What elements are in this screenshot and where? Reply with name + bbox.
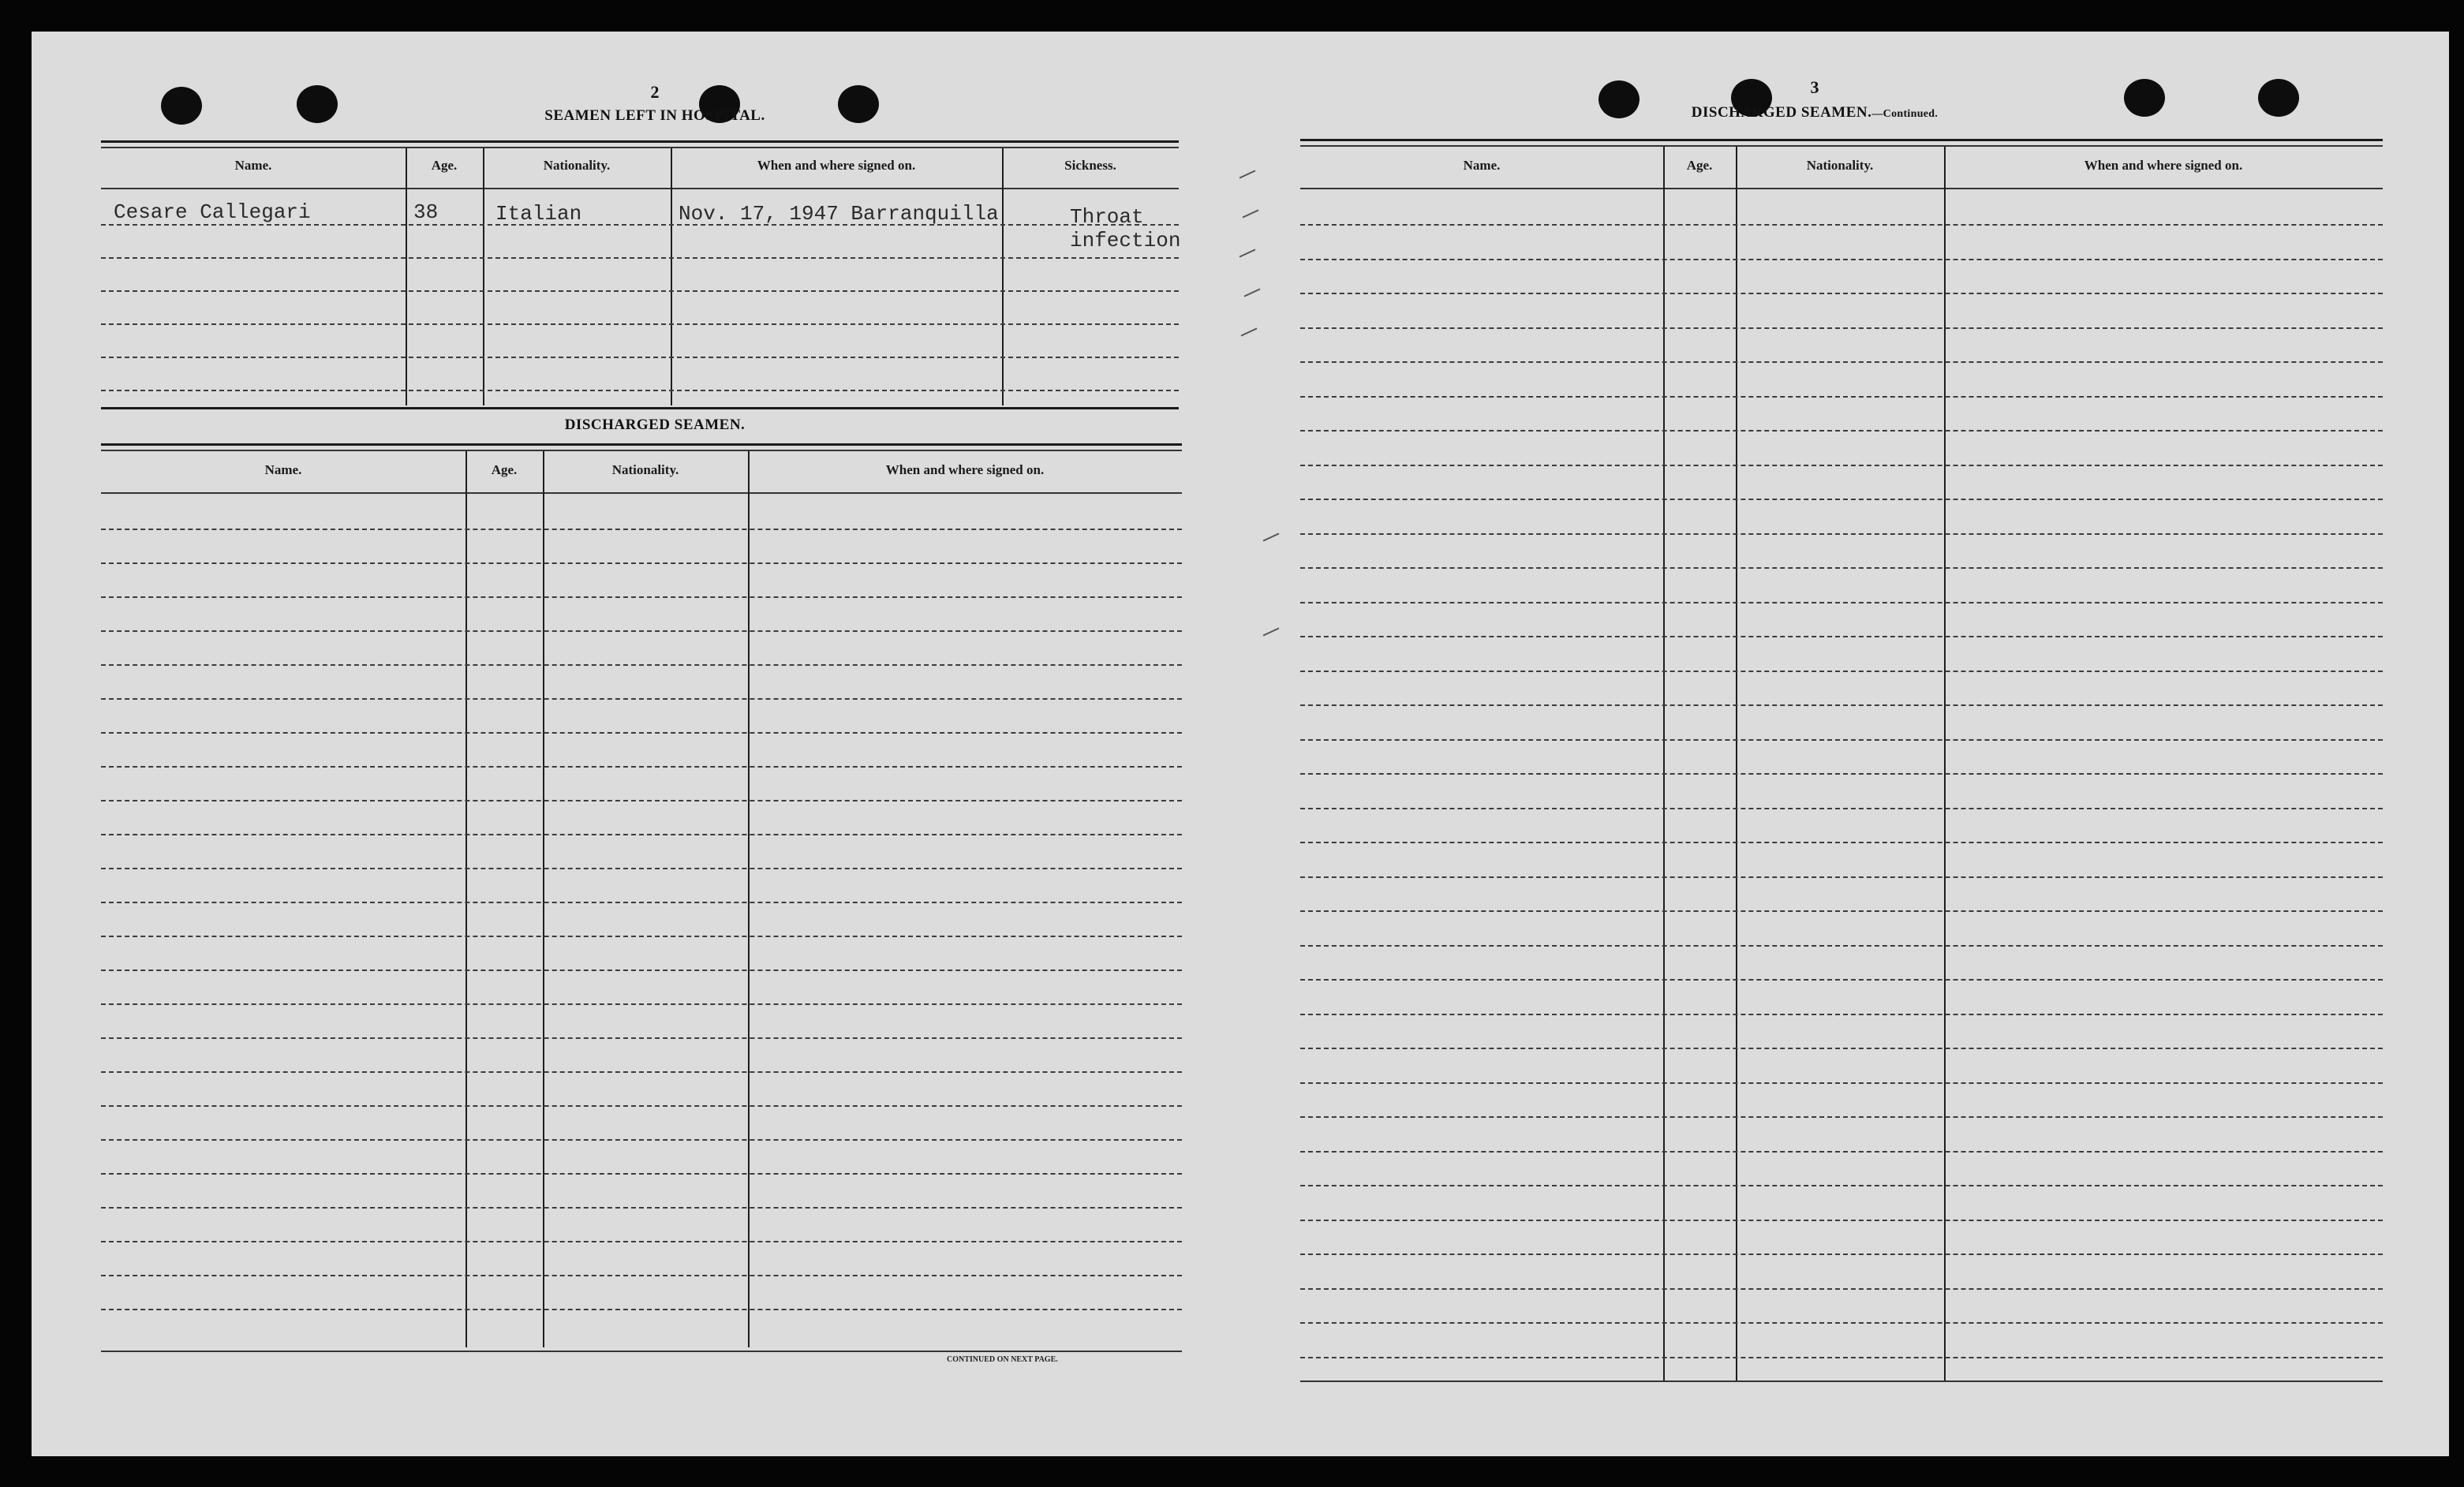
binding-mark (1263, 532, 1280, 541)
binding-mark (1244, 288, 1261, 297)
ruled-line (1300, 1357, 2383, 1358)
ruled-line (1300, 293, 2383, 294)
ruled-line (101, 1207, 1182, 1209)
ruled-line (1300, 224, 2383, 226)
ruled-line (1300, 636, 2383, 637)
discharged-continued-suffix: —Continued. (1871, 108, 1939, 120)
discharged-continued-title (1617, 104, 2012, 121)
scanned-document (32, 32, 2449, 1456)
ruled-line (1300, 1220, 2383, 1221)
discharged-continued-main: DISCHARGED SEAMEN. (1691, 104, 1872, 121)
ruled-line (1300, 876, 2383, 878)
col-signed-on: When and where signed on. (885, 462, 1045, 477)
ruled-line (101, 596, 1182, 598)
page-number-right: 3 (1810, 77, 1819, 97)
ruled-line (1300, 842, 2383, 843)
binding-mark (1239, 170, 1256, 178)
binding-mark (1241, 327, 1258, 336)
ruled-line (1300, 396, 2383, 398)
ruled-line (1300, 465, 2383, 466)
ruled-line (1300, 979, 2383, 981)
seaman-sickness: infection (1070, 229, 1181, 252)
ruled-line (1300, 739, 2383, 741)
binding-mark (1263, 627, 1280, 636)
ruled-line (101, 1071, 1182, 1073)
col-age: Age. (1686, 158, 1713, 173)
ruled-line (101, 698, 1182, 700)
seaman-nationality: Italian (495, 202, 582, 226)
ruled-line (1300, 259, 2383, 260)
ruled-line (1300, 704, 2383, 706)
ruled-line (1300, 533, 2383, 535)
ruled-line (1300, 1185, 2383, 1186)
col-sickness: Sickness. (1064, 158, 1116, 173)
ruled-line (101, 529, 1182, 530)
hospital-table (101, 140, 1179, 440)
col-nationality: Nationality. (1806, 158, 1874, 173)
col-age: Age. (431, 158, 458, 173)
punch-hole (161, 87, 202, 125)
page-number-left: 2 (650, 82, 660, 102)
ruled-line (101, 1241, 1182, 1242)
ruled-line (1300, 499, 2383, 500)
ruled-line (101, 664, 1182, 666)
ruled-line (101, 1037, 1182, 1039)
discharged-section-title: DISCHARGED SEAMEN. (564, 417, 746, 433)
ruled-line (101, 834, 1182, 835)
seaman-sickness: Throat (1070, 205, 1144, 229)
ruled-line (101, 1105, 1182, 1107)
ruled-line (1300, 567, 2383, 569)
col-signed-on: When and where signed on. (757, 158, 916, 173)
seaman-signed-on: Nov. 17, 1947 Barranquilla (679, 202, 999, 226)
seaman-age: 38 (413, 200, 439, 224)
ruled-line (101, 1173, 1182, 1175)
ruled-line (1300, 773, 2383, 775)
ruled-line (1300, 910, 2383, 912)
punch-hole (297, 85, 338, 123)
hospital-section-title: SEAMEN LEFT IN HOSPITAL. (544, 107, 765, 124)
binding-mark (1243, 209, 1259, 218)
ruled-line (101, 1309, 1182, 1310)
col-name: Name. (264, 462, 302, 477)
continued-footer: CONTINUED ON NEXT PAGE. (947, 1355, 1058, 1364)
ruled-line (101, 1139, 1182, 1141)
col-signed-on: When and where signed on. (2084, 158, 2243, 173)
ruled-line (101, 766, 1182, 768)
ruled-line (101, 868, 1182, 869)
ruled-line (101, 1275, 1182, 1276)
punch-hole (2124, 79, 2165, 117)
ruled-line (1300, 945, 2383, 947)
ruled-line (1300, 1082, 2383, 1084)
ruled-line (1300, 1116, 2383, 1118)
ruled-line (1300, 1322, 2383, 1324)
col-nationality: Nationality. (543, 158, 611, 173)
ruled-line (1300, 361, 2383, 363)
col-name: Name. (1463, 158, 1501, 173)
punch-hole (2258, 79, 2299, 117)
ruled-line (101, 732, 1182, 734)
binding-mark (1239, 248, 1256, 257)
ruled-line (1300, 671, 2383, 672)
ruled-line (101, 562, 1182, 564)
ruled-line (101, 970, 1182, 971)
ruled-line (1300, 430, 2383, 432)
seaman-name: Cesare Callegari (114, 200, 311, 224)
ruled-line (1300, 1151, 2383, 1153)
ruled-line (1300, 602, 2383, 603)
ruled-line (101, 1003, 1182, 1005)
col-age: Age. (491, 462, 518, 477)
col-nationality: Nationality. (611, 462, 679, 477)
ruled-line (101, 902, 1182, 903)
ruled-line (1300, 1288, 2383, 1290)
discharged-table-right (1300, 139, 2383, 1390)
ruled-line (101, 936, 1182, 937)
ruled-line (1300, 1048, 2383, 1049)
ruled-line (1300, 1014, 2383, 1015)
ruled-line (1300, 808, 2383, 809)
col-name: Name. (234, 158, 272, 173)
discharged-table-left (101, 443, 1182, 1387)
ruled-line (1300, 327, 2383, 329)
ruled-line (1300, 1253, 2383, 1255)
ruled-line (101, 800, 1182, 801)
ruled-line (101, 630, 1182, 632)
